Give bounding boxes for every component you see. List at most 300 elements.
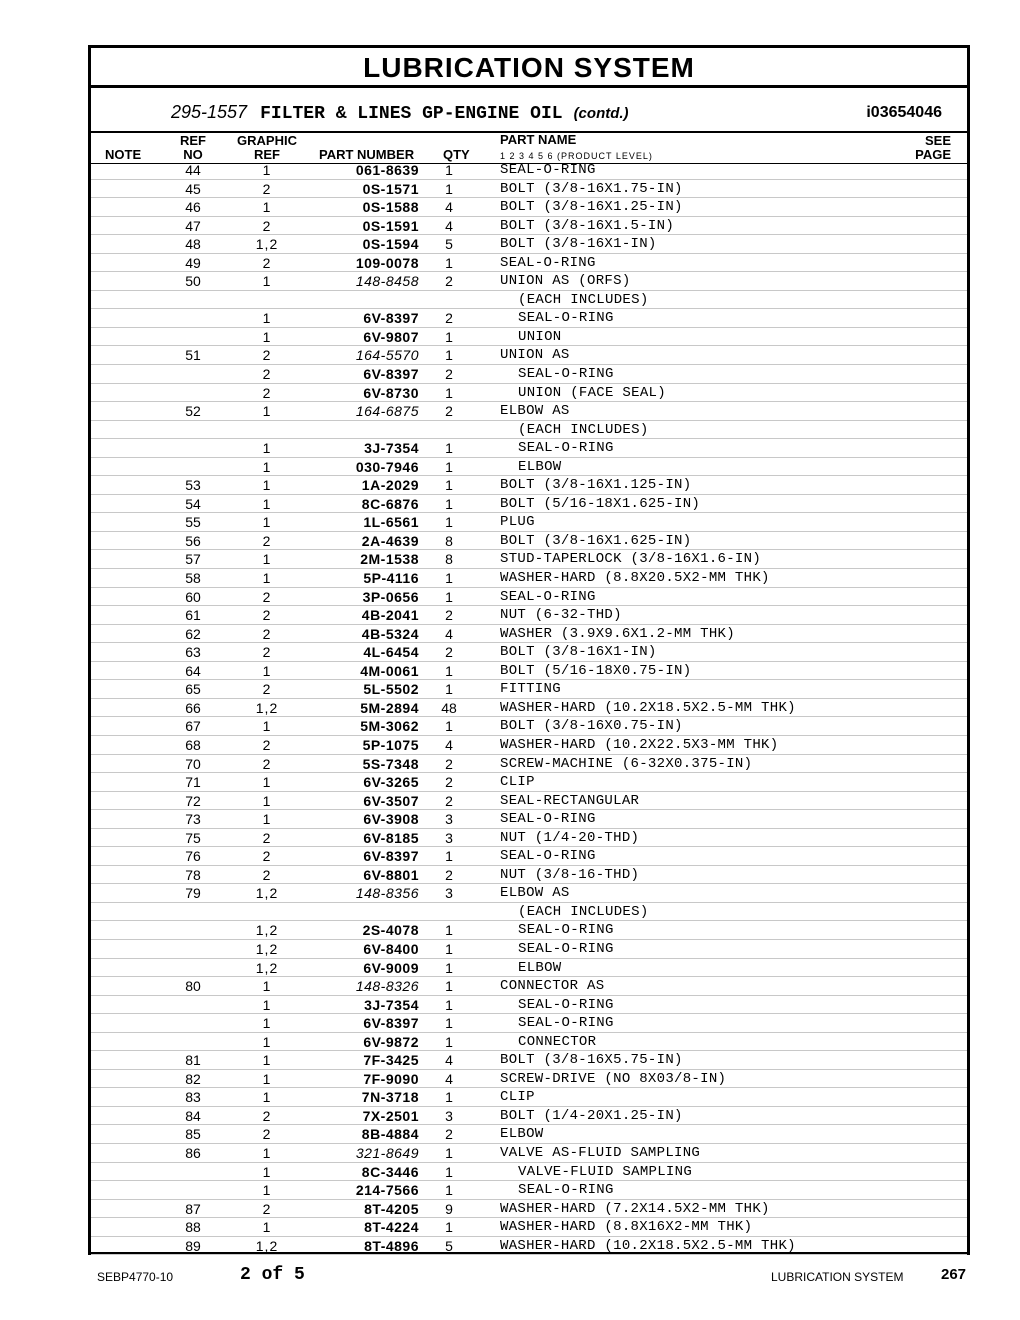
qty-cell: 1 xyxy=(445,996,453,1013)
header-qty: QTY xyxy=(443,147,470,162)
part-name-cell: WASHER-HARD (10.2X18.5X2.5-MM THK) xyxy=(500,1237,796,1254)
qty-cell: 1 xyxy=(445,1182,453,1199)
part-number-cell: 109-0078 xyxy=(355,254,419,271)
part-name-cell: WASHER-HARD (10.2X22.5X3-MM THK) xyxy=(500,736,779,753)
table-row xyxy=(91,1107,967,1126)
table-row xyxy=(91,1033,967,1052)
table-row xyxy=(91,1237,967,1256)
column-header xyxy=(91,131,967,164)
part-name-cell: SEAL-O-RING xyxy=(500,254,596,271)
graphic-ref-cell: 2 xyxy=(262,347,272,364)
graphic-ref-cell: 1 xyxy=(262,718,272,735)
table-row xyxy=(91,402,967,421)
table-row xyxy=(91,476,967,495)
graphic-ref-cell: 1 xyxy=(262,495,272,512)
qty-cell: 1 xyxy=(445,848,453,865)
qty-cell: 1 xyxy=(445,978,453,995)
part-number-cell: 148-8356 xyxy=(355,885,419,902)
table-row xyxy=(91,662,967,681)
part-name-cell: BOLT (3/8-16X1.125-IN) xyxy=(500,477,692,494)
part-name-cell: BOLT (1/4-20X1.25-IN) xyxy=(500,1107,683,1124)
qty-cell: 1 xyxy=(445,1033,453,1050)
ref-no-cell: 72 xyxy=(185,792,201,809)
part-name-cell: (EACH INCLUDES) xyxy=(518,903,649,920)
part-name-cell: SEAL-O-RING xyxy=(500,162,596,178)
table-row xyxy=(91,1163,967,1182)
ref-no-cell: 86 xyxy=(185,1144,201,1161)
part-name-cell: WASHER-HARD (8.8X20.5X2-MM THK) xyxy=(500,570,770,587)
table-row xyxy=(91,1144,967,1163)
qty-cell: 1 xyxy=(445,458,453,475)
part-number-cell: 1L-6561 xyxy=(363,514,419,531)
part-number-cell: 5P-1075 xyxy=(362,736,419,753)
graphic-ref-cell: 2 xyxy=(262,848,272,865)
graphic-ref-cell: 2 xyxy=(262,736,272,753)
part-name-cell: BOLT (3/8-16X1.25-IN) xyxy=(500,199,683,216)
graphic-ref-cell: 1 xyxy=(262,199,272,216)
part-number-cell: 5M-2894 xyxy=(360,699,419,716)
qty-cell: 1 xyxy=(445,180,453,197)
qty-cell: 2 xyxy=(445,644,453,661)
part-name-cell: BOLT (3/8-16X1-IN) xyxy=(500,236,657,253)
ref-no-cell: 73 xyxy=(185,811,201,828)
part-name-cell: CONNECTOR AS xyxy=(500,978,605,995)
table-row xyxy=(91,254,967,273)
qty-cell: 1 xyxy=(445,681,453,698)
part-number-cell: 6V-9009 xyxy=(363,959,419,976)
table-row xyxy=(91,588,967,607)
part-number-cell: 6V-8400 xyxy=(363,940,419,957)
ref-no-cell: 75 xyxy=(185,829,201,846)
table-row xyxy=(91,180,967,199)
part-number-cell: 214-7566 xyxy=(355,1182,419,1199)
ref-no-cell: 49 xyxy=(185,254,201,271)
part-name-cell: CONNECTOR xyxy=(518,1033,597,1050)
qty-cell: 1 xyxy=(445,940,453,957)
part-name-cell: BOLT (5/16-18X0.75-IN) xyxy=(500,662,692,679)
header-product-level: 1 2 3 4 5 6 (PRODUCT LEVEL) xyxy=(500,151,653,161)
footer-doc-id: SEBP4770-10 xyxy=(97,1270,174,1284)
table-row xyxy=(91,1125,967,1144)
qty-cell: 1 xyxy=(445,718,453,735)
part-name-cell: SEAL-RECTANGULAR xyxy=(500,792,640,809)
header-ref-bottom: NO xyxy=(183,147,203,162)
qty-cell: 1 xyxy=(445,662,453,679)
part-name-cell: NUT (6-32-THD) xyxy=(500,607,622,624)
table-row xyxy=(91,198,967,217)
part-name-cell: BOLT (3/8-16X1.625-IN) xyxy=(500,532,692,549)
qty-cell: 1 xyxy=(445,959,453,976)
part-number-cell: 7X-2501 xyxy=(362,1107,419,1124)
group-name: FILTER & LINES GP-ENGINE OIL xyxy=(260,104,563,124)
ref-no-cell: 52 xyxy=(185,403,201,420)
part-number-cell: 6V-9807 xyxy=(363,328,419,345)
table-row xyxy=(91,606,967,625)
group-number: 295-1557 xyxy=(171,102,248,122)
part-name-cell: SEAL-O-RING xyxy=(500,848,596,865)
table-row xyxy=(91,643,967,662)
table-row xyxy=(91,1051,967,1070)
table-row xyxy=(91,291,967,310)
qty-cell: 5 xyxy=(445,1237,453,1254)
qty-cell: 2 xyxy=(445,366,453,383)
ref-no-cell: 71 xyxy=(185,774,201,791)
part-number-cell: 164-6875 xyxy=(355,403,419,420)
graphic-ref-cell: 2 xyxy=(262,755,272,772)
part-name-cell: SEAL-O-RING xyxy=(500,588,596,605)
qty-cell: 5 xyxy=(445,236,453,253)
part-name-cell: NUT (3/8-16-THD) xyxy=(500,866,640,883)
header-see-bottom: PAGE xyxy=(915,147,951,162)
ref-no-cell: 54 xyxy=(185,495,201,512)
table-row xyxy=(91,773,967,792)
graphic-ref-cell: 1 xyxy=(262,1015,272,1032)
graphic-ref-cell: 2 xyxy=(262,1200,272,1217)
part-number-cell: 0S-1588 xyxy=(362,199,419,216)
graphic-ref-cell: 1,2 xyxy=(255,940,279,957)
table-row xyxy=(91,625,967,644)
table-row xyxy=(91,309,967,328)
header-see-top: SEE xyxy=(924,133,951,148)
qty-cell: 1 xyxy=(445,1015,453,1032)
part-name-cell: WASHER (3.9X9.6X1.2-MM THK) xyxy=(500,625,735,642)
graphic-ref-cell: 2 xyxy=(262,217,272,234)
table-row xyxy=(91,810,967,829)
qty-cell: 2 xyxy=(445,403,453,420)
part-name-cell: VALVE AS-FLUID SAMPLING xyxy=(500,1144,701,1161)
part-number-cell: 6V-3265 xyxy=(363,774,419,791)
table-row xyxy=(91,903,967,922)
graphic-ref-cell: 1 xyxy=(262,551,272,568)
qty-cell: 1 xyxy=(445,440,453,457)
part-name-cell: ELBOW AS xyxy=(500,885,570,902)
graphic-ref-cell: 1 xyxy=(262,570,272,587)
table-row xyxy=(91,328,967,347)
graphic-ref-cell: 2 xyxy=(262,532,272,549)
table-row xyxy=(91,365,967,384)
graphic-ref-cell: 2 xyxy=(262,829,272,846)
qty-cell: 1 xyxy=(445,328,453,345)
ref-no-cell: 50 xyxy=(185,273,201,290)
footer-section: LUBRICATION SYSTEM xyxy=(771,1270,904,1284)
part-number-cell: 6V-8185 xyxy=(363,829,419,846)
ref-no-cell: 63 xyxy=(185,644,201,661)
part-name-cell: SEAL-O-RING xyxy=(518,996,614,1013)
group-heading xyxy=(171,102,629,124)
ref-no-cell: 60 xyxy=(185,588,201,605)
table-row xyxy=(91,458,967,477)
table-row xyxy=(91,569,967,588)
part-number-cell: 8T-4205 xyxy=(364,1200,419,1217)
graphic-ref-cell: 2 xyxy=(262,644,272,661)
part-name-cell: (EACH INCLUDES) xyxy=(518,421,649,438)
qty-cell: 2 xyxy=(445,310,453,327)
part-name-cell: CLIP xyxy=(500,774,535,791)
graphic-ref-cell: 2 xyxy=(262,607,272,624)
part-name-cell: SEAL-O-RING xyxy=(518,1015,614,1032)
graphic-ref-cell: 2 xyxy=(262,1126,272,1143)
part-name-cell: VALVE-FLUID SAMPLING xyxy=(518,1163,693,1180)
qty-cell: 1 xyxy=(445,162,453,178)
ref-no-cell: 67 xyxy=(185,718,201,735)
qty-cell: 1 xyxy=(445,347,453,364)
part-number-cell: 7N-3718 xyxy=(361,1089,419,1106)
table-row xyxy=(91,847,967,866)
qty-cell: 1 xyxy=(445,254,453,271)
ref-no-cell: 57 xyxy=(185,551,201,568)
graphic-ref-cell: 1 xyxy=(262,1089,272,1106)
part-name-cell: SEAL-O-RING xyxy=(518,310,614,327)
table-row xyxy=(91,1181,967,1200)
part-name-cell: BOLT (3/8-16X1.75-IN) xyxy=(500,180,683,197)
table-row xyxy=(91,699,967,718)
qty-cell: 1 xyxy=(445,514,453,531)
part-number-cell: 164-5570 xyxy=(355,347,419,364)
qty-cell: 4 xyxy=(445,625,453,642)
part-name-cell: STUD-TAPERLOCK (3/8-16X1.6-IN) xyxy=(500,551,762,568)
table-row xyxy=(91,792,967,811)
header-graphic-top: GRAPHIC xyxy=(237,133,297,148)
graphic-ref-cell: 2 xyxy=(262,384,272,401)
part-number-cell: 3P-0656 xyxy=(362,588,419,605)
qty-cell: 4 xyxy=(445,736,453,753)
part-number-cell: 3J-7354 xyxy=(364,996,419,1013)
continued-label: (contd.) xyxy=(573,105,629,122)
table-row xyxy=(91,1014,967,1033)
part-number-cell: 6V-8397 xyxy=(363,1015,419,1032)
ref-no-cell: 46 xyxy=(185,199,201,216)
graphic-ref-cell: 2 xyxy=(262,625,272,642)
part-number-cell: 3J-7354 xyxy=(364,440,419,457)
part-number-cell: 7F-3425 xyxy=(363,1052,419,1069)
part-number-cell: 8B-4884 xyxy=(361,1126,419,1143)
footer-page-of: 2 of 5 xyxy=(240,1265,305,1285)
table-row xyxy=(91,384,967,403)
part-number-cell: 148-8458 xyxy=(355,273,419,290)
ref-no-cell: 83 xyxy=(185,1089,201,1106)
part-number-cell: 6V-3507 xyxy=(363,792,419,809)
part-number-cell: 2S-4078 xyxy=(362,922,419,939)
graphic-ref-cell: 1 xyxy=(262,1219,272,1236)
qty-cell: 2 xyxy=(445,607,453,624)
ref-no-cell: 53 xyxy=(185,477,201,494)
part-name-cell: BOLT (3/8-16X0.75-IN) xyxy=(500,718,683,735)
table-row xyxy=(91,161,967,180)
parts-list-frame xyxy=(88,45,970,1255)
table-row xyxy=(91,217,967,236)
ref-no-cell: 68 xyxy=(185,736,201,753)
ref-no-cell: 85 xyxy=(185,1126,201,1143)
part-name-cell: UNION (FACE SEAL) xyxy=(518,384,666,401)
table-row xyxy=(91,755,967,774)
group-subtitle xyxy=(91,88,967,131)
part-number-cell: 5P-4116 xyxy=(363,570,419,587)
table-row xyxy=(91,1088,967,1107)
graphic-ref-cell: 1,2 xyxy=(255,885,279,902)
part-number-cell: 148-8326 xyxy=(355,978,419,995)
part-number-cell: 5S-7348 xyxy=(362,755,419,772)
graphic-ref-cell: 1 xyxy=(262,273,272,290)
graphic-ref-cell: 2 xyxy=(262,681,272,698)
header-note: NOTE xyxy=(105,147,142,162)
part-name-cell: ELBOW AS xyxy=(500,403,570,420)
qty-cell: 1 xyxy=(445,922,453,939)
qty-cell: 8 xyxy=(445,532,453,549)
part-name-cell: NUT (1/4-20-THD) xyxy=(500,829,640,846)
part-name-cell: SEAL-O-RING xyxy=(518,1182,614,1199)
part-number-cell: 6V-8397 xyxy=(363,310,419,327)
table-row xyxy=(91,736,967,755)
page-footer xyxy=(0,1262,1020,1292)
part-number-cell: 6V-3908 xyxy=(363,811,419,828)
ref-no-cell: 66 xyxy=(185,699,201,716)
table-row xyxy=(91,940,967,959)
part-name-cell: SEAL-O-RING xyxy=(518,922,614,939)
graphic-ref-cell: 1 xyxy=(262,662,272,679)
graphic-ref-cell: 1 xyxy=(262,1033,272,1050)
table-row xyxy=(91,1070,967,1089)
part-number-cell: 321-8649 xyxy=(355,1144,419,1161)
part-number-cell: 8T-4224 xyxy=(364,1219,419,1236)
table-row xyxy=(91,1218,967,1237)
graphic-ref-cell: 1 xyxy=(262,477,272,494)
ref-no-cell: 47 xyxy=(185,217,201,234)
graphic-ref-cell: 1,2 xyxy=(255,236,279,253)
part-number-cell: 7F-9090 xyxy=(363,1070,419,1087)
part-number-cell: 8C-6876 xyxy=(361,495,419,512)
part-number-cell: 2M-1538 xyxy=(360,551,419,568)
graphic-ref-cell: 1 xyxy=(262,1182,272,1199)
qty-cell: 4 xyxy=(445,1052,453,1069)
qty-cell: 2 xyxy=(445,273,453,290)
part-name-cell: SEAL-O-RING xyxy=(518,940,614,957)
ref-no-cell: 61 xyxy=(185,607,201,624)
table-row xyxy=(91,680,967,699)
ref-no-cell: 51 xyxy=(185,347,201,364)
ref-no-cell: 87 xyxy=(185,1200,201,1217)
qty-cell: 8 xyxy=(445,551,453,568)
header-graphic-bottom: REF xyxy=(254,147,280,162)
qty-cell: 1 xyxy=(445,1144,453,1161)
part-number-cell: 0S-1591 xyxy=(362,217,419,234)
part-name-cell: ELBOW xyxy=(500,1126,544,1143)
ref-no-cell: 80 xyxy=(185,978,201,995)
qty-cell: 2 xyxy=(445,774,453,791)
table-row xyxy=(91,921,967,940)
table-row xyxy=(91,495,967,514)
part-name-cell: CLIP xyxy=(500,1089,535,1106)
table-row xyxy=(91,1200,967,1219)
part-name-cell: BOLT (3/8-16X1.5-IN) xyxy=(500,217,675,234)
part-name-cell: ELBOW xyxy=(518,959,562,976)
part-name-cell: ELBOW xyxy=(518,458,562,475)
table-row xyxy=(91,272,967,291)
graphic-ref-cell: 2 xyxy=(262,180,272,197)
qty-cell: 9 xyxy=(445,1200,453,1217)
ref-no-cell: 48 xyxy=(185,236,201,253)
ref-no-cell: 58 xyxy=(185,570,201,587)
part-number-cell: 4L-6454 xyxy=(363,644,419,661)
part-name-cell: BOLT (3/8-16X5.75-IN) xyxy=(500,1052,683,1069)
illustration-id: i03654046 xyxy=(866,104,942,121)
part-name-cell: SCREW-DRIVE (NO 8X03/8-IN) xyxy=(500,1070,727,1087)
table-row xyxy=(91,977,967,996)
header-ref-top: REF xyxy=(180,133,206,148)
part-number-cell: 5M-3062 xyxy=(360,718,419,735)
part-name-cell: WASHER-HARD (8.8X16X2-MM THK) xyxy=(500,1219,753,1236)
graphic-ref-cell: 1 xyxy=(262,996,272,1013)
qty-cell: 1 xyxy=(445,1163,453,1180)
table-row xyxy=(91,439,967,458)
part-name-cell: SEAL-O-RING xyxy=(518,440,614,457)
part-number-cell: 4B-2041 xyxy=(361,607,419,624)
part-name-cell: UNION xyxy=(518,328,562,345)
part-name-cell: PLUG xyxy=(500,514,535,531)
part-name-cell: WASHER-HARD (7.2X14.5X2-MM THK) xyxy=(500,1200,770,1217)
qty-cell: 1 xyxy=(445,1089,453,1106)
qty-cell: 3 xyxy=(445,811,453,828)
table-row xyxy=(91,421,967,440)
part-name-cell: SEAL-O-RING xyxy=(518,366,614,383)
ref-no-cell: 89 xyxy=(185,1237,201,1254)
qty-cell: 3 xyxy=(445,1107,453,1124)
part-number-cell: 6V-8730 xyxy=(363,384,419,401)
graphic-ref-cell: 2 xyxy=(262,254,272,271)
table-row xyxy=(91,717,967,736)
graphic-ref-cell: 1,2 xyxy=(255,959,279,976)
part-number-cell: 030-7946 xyxy=(355,458,419,475)
part-number-cell: 6V-8397 xyxy=(363,366,419,383)
graphic-ref-cell: 1 xyxy=(262,774,272,791)
table-row xyxy=(91,532,967,551)
graphic-ref-cell: 2 xyxy=(262,588,272,605)
qty-cell: 4 xyxy=(445,199,453,216)
qty-cell: 4 xyxy=(445,1070,453,1087)
graphic-ref-cell: 1 xyxy=(262,1163,272,1180)
part-name-cell: WASHER-HARD (10.2X18.5X2.5-MM THK) xyxy=(500,699,796,716)
qty-cell: 48 xyxy=(441,699,457,716)
part-number-cell: 1A-2029 xyxy=(361,477,419,494)
ref-no-cell: 79 xyxy=(185,885,201,902)
part-number-cell: 5L-5502 xyxy=(363,681,419,698)
graphic-ref-cell: 1 xyxy=(262,514,272,531)
ref-no-cell: 65 xyxy=(185,681,201,698)
ref-no-cell: 78 xyxy=(185,866,201,883)
graphic-ref-cell: 1 xyxy=(262,1070,272,1087)
ref-no-cell: 70 xyxy=(185,755,201,772)
ref-no-cell: 84 xyxy=(185,1107,201,1124)
part-number-cell: 4B-5324 xyxy=(361,625,419,642)
part-name-cell: BOLT (5/16-18X1.625-IN) xyxy=(500,495,701,512)
part-number-cell: 8T-4896 xyxy=(364,1237,419,1254)
footer-page-number: 267 xyxy=(941,1266,967,1283)
graphic-ref-cell: 1 xyxy=(262,811,272,828)
ref-no-cell: 55 xyxy=(185,514,201,531)
table-row xyxy=(91,884,967,903)
part-number-cell: 6V-8801 xyxy=(363,866,419,883)
graphic-ref-cell: 1 xyxy=(262,440,272,457)
part-name-cell: UNION AS (ORFS) xyxy=(500,273,631,290)
page-title: LUBRICATION SYSTEM xyxy=(91,48,967,88)
ref-no-cell: 81 xyxy=(185,1052,201,1069)
qty-cell: 1 xyxy=(445,384,453,401)
part-name-cell: UNION AS xyxy=(500,347,570,364)
table-row xyxy=(91,866,967,885)
part-number-cell: 8C-3446 xyxy=(361,1163,419,1180)
graphic-ref-cell: 1 xyxy=(262,458,272,475)
qty-cell: 2 xyxy=(445,866,453,883)
qty-cell: 2 xyxy=(445,755,453,772)
